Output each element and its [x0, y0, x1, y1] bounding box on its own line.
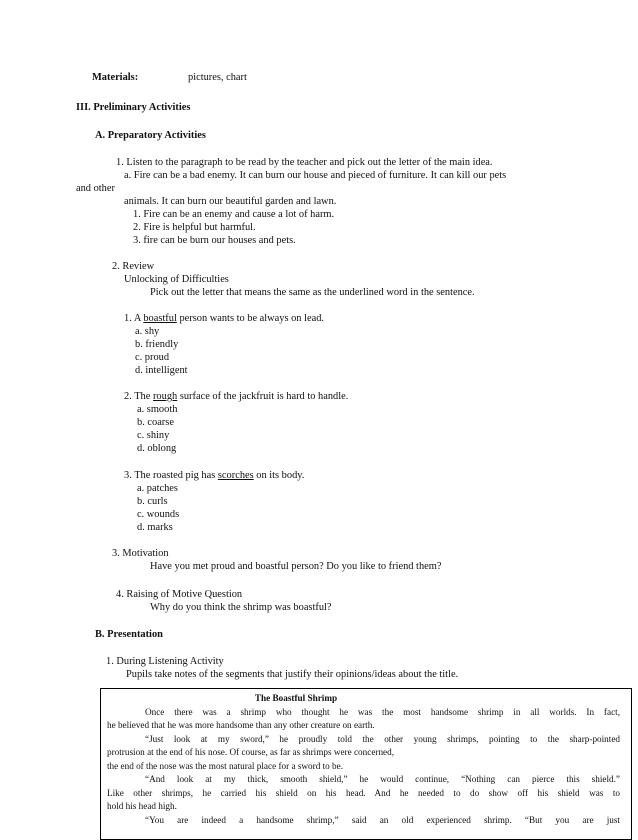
materials-row — [92, 72, 247, 84]
answer-option: a. patches — [137, 483, 178, 494]
answer-option: b. curls — [137, 496, 168, 507]
question-text: 1. A — [124, 313, 144, 324]
paragraph-line-3: animals. It can burn our beautiful garden and lawn. — [124, 196, 337, 207]
story-line: protrusion at the end of his nose. Of course, as far as shrimps were concerned, — [107, 747, 395, 757]
underlined-word: rough — [152, 391, 178, 402]
paragraph-line-2: and other — [76, 183, 115, 194]
review-heading: 2. Review — [112, 261, 155, 272]
story-line: hold his head high. — [107, 801, 177, 811]
question-text: 2. The — [124, 391, 153, 402]
story-line: “You are indeed a handsome shrimp,” said an old experienced shrimp. “But you are just — [145, 815, 620, 825]
question-text: 3. The roasted pig has — [124, 470, 218, 481]
story-line: Like other shrimps, he carried his shield on his head. And he needed to do show off his shield was to — [107, 788, 620, 798]
underlined-word: scorches — [217, 470, 254, 481]
motivation-heading: 3. Motivation — [112, 548, 169, 559]
main-idea-choice: 2. Fire is helpful but harmful. — [133, 222, 256, 233]
review-subheading: Unlocking of Difficulties — [124, 274, 229, 285]
answer-option: d. intelligent — [135, 365, 188, 376]
listening-heading: 1. During Listening Activity — [106, 656, 224, 667]
answer-option: a. smooth — [137, 404, 178, 415]
section-preliminary-heading: III. Preliminary Activities — [76, 102, 191, 113]
motivation-question: Have you met proud and boastful person? Do you like to friend them? — [150, 561, 442, 572]
story-line: he believed that he was more handsome than any other creature on earth. — [107, 720, 375, 730]
section-preparatory-heading: A. Preparatory Activities — [95, 130, 206, 141]
motive-question: Why do you think the shrimp was boastful? — [150, 602, 332, 613]
question-text: on its body. — [253, 470, 305, 481]
paragraph-line-1: a. Fire can be a bad enemy. It can burn our house and pieced of furniture. It can kill our pets — [124, 170, 507, 181]
story-line: Once there was a shrimp who thought he was the most handsome shrimp in all worlds. In fact, — [145, 707, 620, 717]
question-text: surface of the jackfruit is hard to handle. — [177, 391, 349, 402]
listen-instruction: 1. Listen to the paragraph to be read by the teacher and pick out the letter of the main idea. — [116, 157, 493, 168]
story-line: “Just look at my sword,” he proudly told the other young shrimps, pointing to the sharp-pointed — [145, 734, 620, 744]
section-presentation-heading: B. Presentation — [95, 629, 163, 640]
answer-option: c. proud — [135, 352, 170, 363]
question-text: person wants to be always on lead. — [176, 313, 325, 324]
answer-option: c. shiny — [137, 430, 170, 441]
answer-option: a. shy — [135, 326, 160, 337]
answer-option: b. friendly — [135, 339, 179, 350]
story-line: “And look at my thick, smooth shield,” he would continue, “Nothing can pierce this shield.” — [145, 774, 620, 784]
answer-option: c. wounds — [137, 509, 180, 520]
motive-heading: 4. Raising of Motive Question — [116, 589, 243, 600]
main-idea-choice: 1. Fire can be an enemy and cause a lot of harm. — [133, 209, 335, 220]
vocab-question — [124, 391, 348, 403]
underlined-word: boastful — [143, 313, 177, 324]
materials-value: pictures, chart — [188, 72, 247, 83]
vocab-question — [124, 313, 324, 325]
answer-option: d. marks — [137, 522, 173, 533]
main-idea-choice: 3. fire can be burn our houses and pets. — [133, 235, 296, 246]
story-line: the end of the nose was the most natural place for a sword to be. — [107, 761, 343, 771]
answer-option: d. oblong — [137, 443, 177, 454]
materials-label: Materials: — [92, 72, 139, 83]
listening-instruction: Pupils take notes of the segments that justify their opinions/ideas about the title. — [126, 669, 459, 680]
answer-option: b. coarse — [137, 417, 174, 428]
story-title: The Boastful Shrimp — [254, 693, 338, 703]
review-instruction: Pick out the letter that means the same as the underlined word in the sentence. — [150, 287, 475, 298]
vocab-question — [124, 470, 304, 482]
story-box — [100, 688, 632, 840]
